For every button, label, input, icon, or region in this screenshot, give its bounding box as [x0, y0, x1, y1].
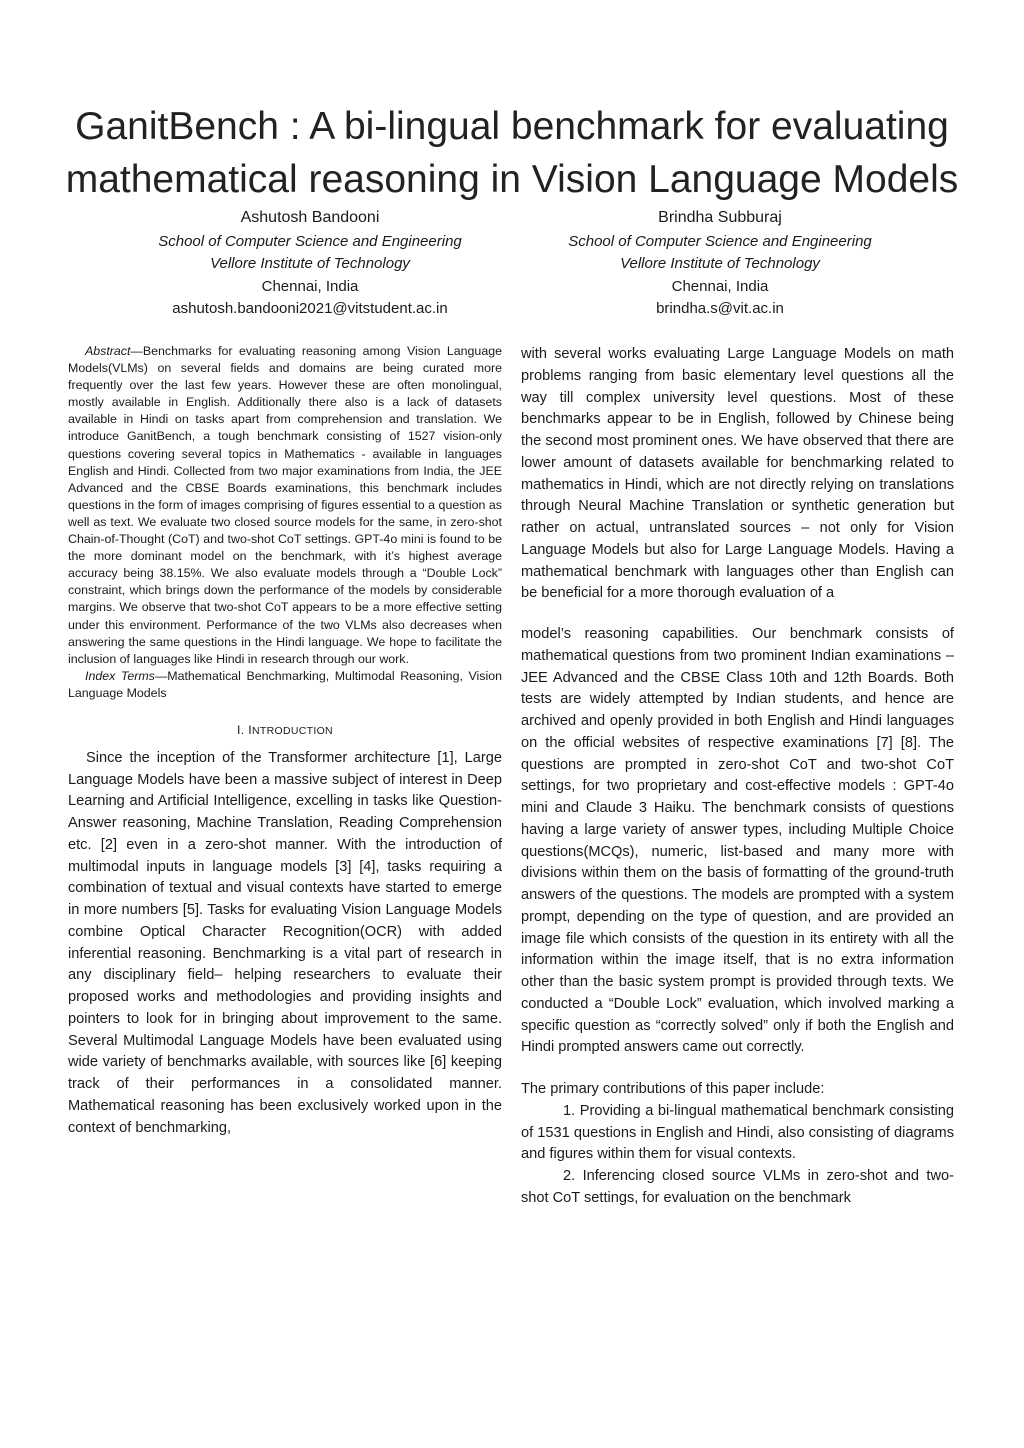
body-paragraph: model’s reasoning capabilities. Our benchmark consists of mathematical questions from two prominent Indian examinations – JEE Advanced and the CBSE Class 10th and 12th Boards. Both tests are widely attempted by Indian students, and hence are archived and openly provided in both English and Hindi languages on the official websites of respective examinations [7] [8]. The questions are prompted in zero-shot CoT and two-shot CoT settings, for two proprietary and cost-effective models : GPT-4o mini and Claude 3 Haiku. The benchmark consists of questions having a large variety of answer types, including Multiple Choice questions(MCQs), numeric, list-based and many more with divisions within them on the basis of formatting of the ground-truth answers of the questions. The models are prompted with a system prompt, depending on the type of question, and are provided an image file which consists of the question in its entirety with all the information within the image itself, that is no extra information other than the basic system prompt is provided through texts. We conducted a “Double Lock” evaluation, which involved marking a specific question as “correctly solved” only if both the English and Hindi prompted answers came out correctly.	[521, 626, 954, 1056]
index-terms-text: Mathematical Benchmarking, Multimodal Reasoning, Vision Language Models	[68, 668, 503, 700]
author-department: School of Computer Science and Engineering	[158, 232, 462, 250]
abstract-dash: —	[130, 344, 143, 358]
author-name: Brindha Subburaj	[658, 209, 782, 226]
author-block-2	[490, 207, 950, 321]
section-title-rest: NTRODUCTION	[252, 724, 333, 737]
author-institution: Vellore Institute of Technology	[620, 255, 820, 272]
abstract-label: Abstract	[85, 344, 131, 358]
section-number: I.	[237, 722, 245, 737]
paper-title: GanitBench : A bi-lingual benchmark for evaluating mathematical reasoning in Vision Language Models	[65, 105, 959, 201]
right-column	[521, 344, 954, 1210]
abstract-text: Benchmarks for evaluating reasoning among Vision Language Models(VLMs) on several fields and domains are being curated more frequently over the last few years. However these are often monolingual, mostly available in English. Additionally there also is a lack of datasets available in Hindi on tasks apart from comprehension and translation. We introduce GanitBench, a tough benchmark consisting of 1527 vision-only questions covering several topics in Mathematics - available in languages English and Hindi. Collected from two major examinations from India, the JEE Advanced and the CBSE Boards examinations, this benchmark includes questions in the form of images comprising of figures essential to a question as well as text. We evaluate two closed source models for the same, in zero-shot Chain-of-Thought (CoT) and two-shot CoT settings. GPT-4o mini is found to be the more dominant model on the benchmark, with it’s highest average accuracy being 38.15%. We also evaluate models through a “Double Lock” constraint, which brings down the performance of the models by considerable margins. We observe that two-shot CoT appears to be a more effective setting under this environment. Performance of the two VLMs also decreases when answering the same questions in the Hindi language. We hope to facilitate the inclusion of languages like Hindi in research through our work.	[68, 344, 502, 666]
section-title-initial: I	[248, 722, 253, 737]
author-location: Chennai, India	[671, 277, 769, 295]
contribution-item: 1. Providing a bi-lingual mathematical benchmark consisting of 1531 questions in English and Hindi, also consisting of diagrams and figures within them for visual contexts.	[521, 1102, 954, 1163]
abstract-paragraph	[68, 343, 502, 668]
index-terms-dash: —	[154, 668, 168, 683]
left-column	[68, 343, 502, 1139]
author-department: School of Computer Science and Engineering	[568, 232, 872, 250]
author-email[interactable]: brindha.s@vit.ac.in	[656, 300, 784, 317]
body-paragraph-continued: with several works evaluating Large Language Models on math problems ranging from basic elementary level questions all the way till complex university level questions. Most of these benchmarks appear to be in English, followed by Chinese being the second most prominent ones. We have observed that there are lower amount of datasets available for benchmarking related to mathematics in Hindi, which are not directly relying on translations through Neural Machine Translation or synthetic generation but rather on actual, untranslated sources – not only for Vision Language Models but also for Large Language Models. Having a mathematical benchmark with languages other than English can be beneficial for a more thorough evaluation of a	[521, 346, 954, 602]
section-heading-introduction	[68, 723, 502, 737]
author-email[interactable]: ashutosh.bandooni2021@vitstudent.ac.in	[172, 300, 448, 317]
author-block-1	[80, 207, 540, 321]
index-terms-label: Index Terms	[85, 668, 155, 683]
author-location: Chennai, India	[261, 277, 359, 295]
author-name: Ashutosh Bandooni	[240, 209, 380, 226]
contribution-item: 2. Inferencing closed source VLMs in zero-shot and two-shot CoT settings, for evaluation on the benchmark	[521, 1168, 954, 1206]
abstract	[68, 343, 502, 702]
contributions-intro: The primary contributions of this paper include:	[521, 1081, 825, 1097]
author-institution: Vellore Institute of Technology	[210, 255, 410, 272]
intro-paragraph: Since the inception of the Transformer architecture [1], Large Language Models have been a massive subject of interest in Deep Learning and Artificial Intelligence, excelling in tasks like Question-Answer reasoning, Machine Translation, Reading Comprehension etc. [2] even in a zero-shot manner. With the introduction of multimodal inputs in language models [3] [4], tasks requiring a combination of textual and visual contexts have started to emerge in more numbers [5]. Tasks for evaluating Vision Language Models combine Optical Character Recognition(OCR) with added inferential reasoning. Benchmarking is a vital part of research in any disciplinary field– helping researchers to evaluate their proposed works and methodologies and providing insights and pointers to look for in bringing about improvement to the same. Several Multimodal Language Models have been evaluated using wide variety of benchmarks available, with sources like [6] keeping track of their performances in a consolidated manner. Mathematical reasoning has been exclusively worked upon in the context of benchmarking,	[68, 749, 502, 1136]
index-terms	[68, 668, 502, 702]
